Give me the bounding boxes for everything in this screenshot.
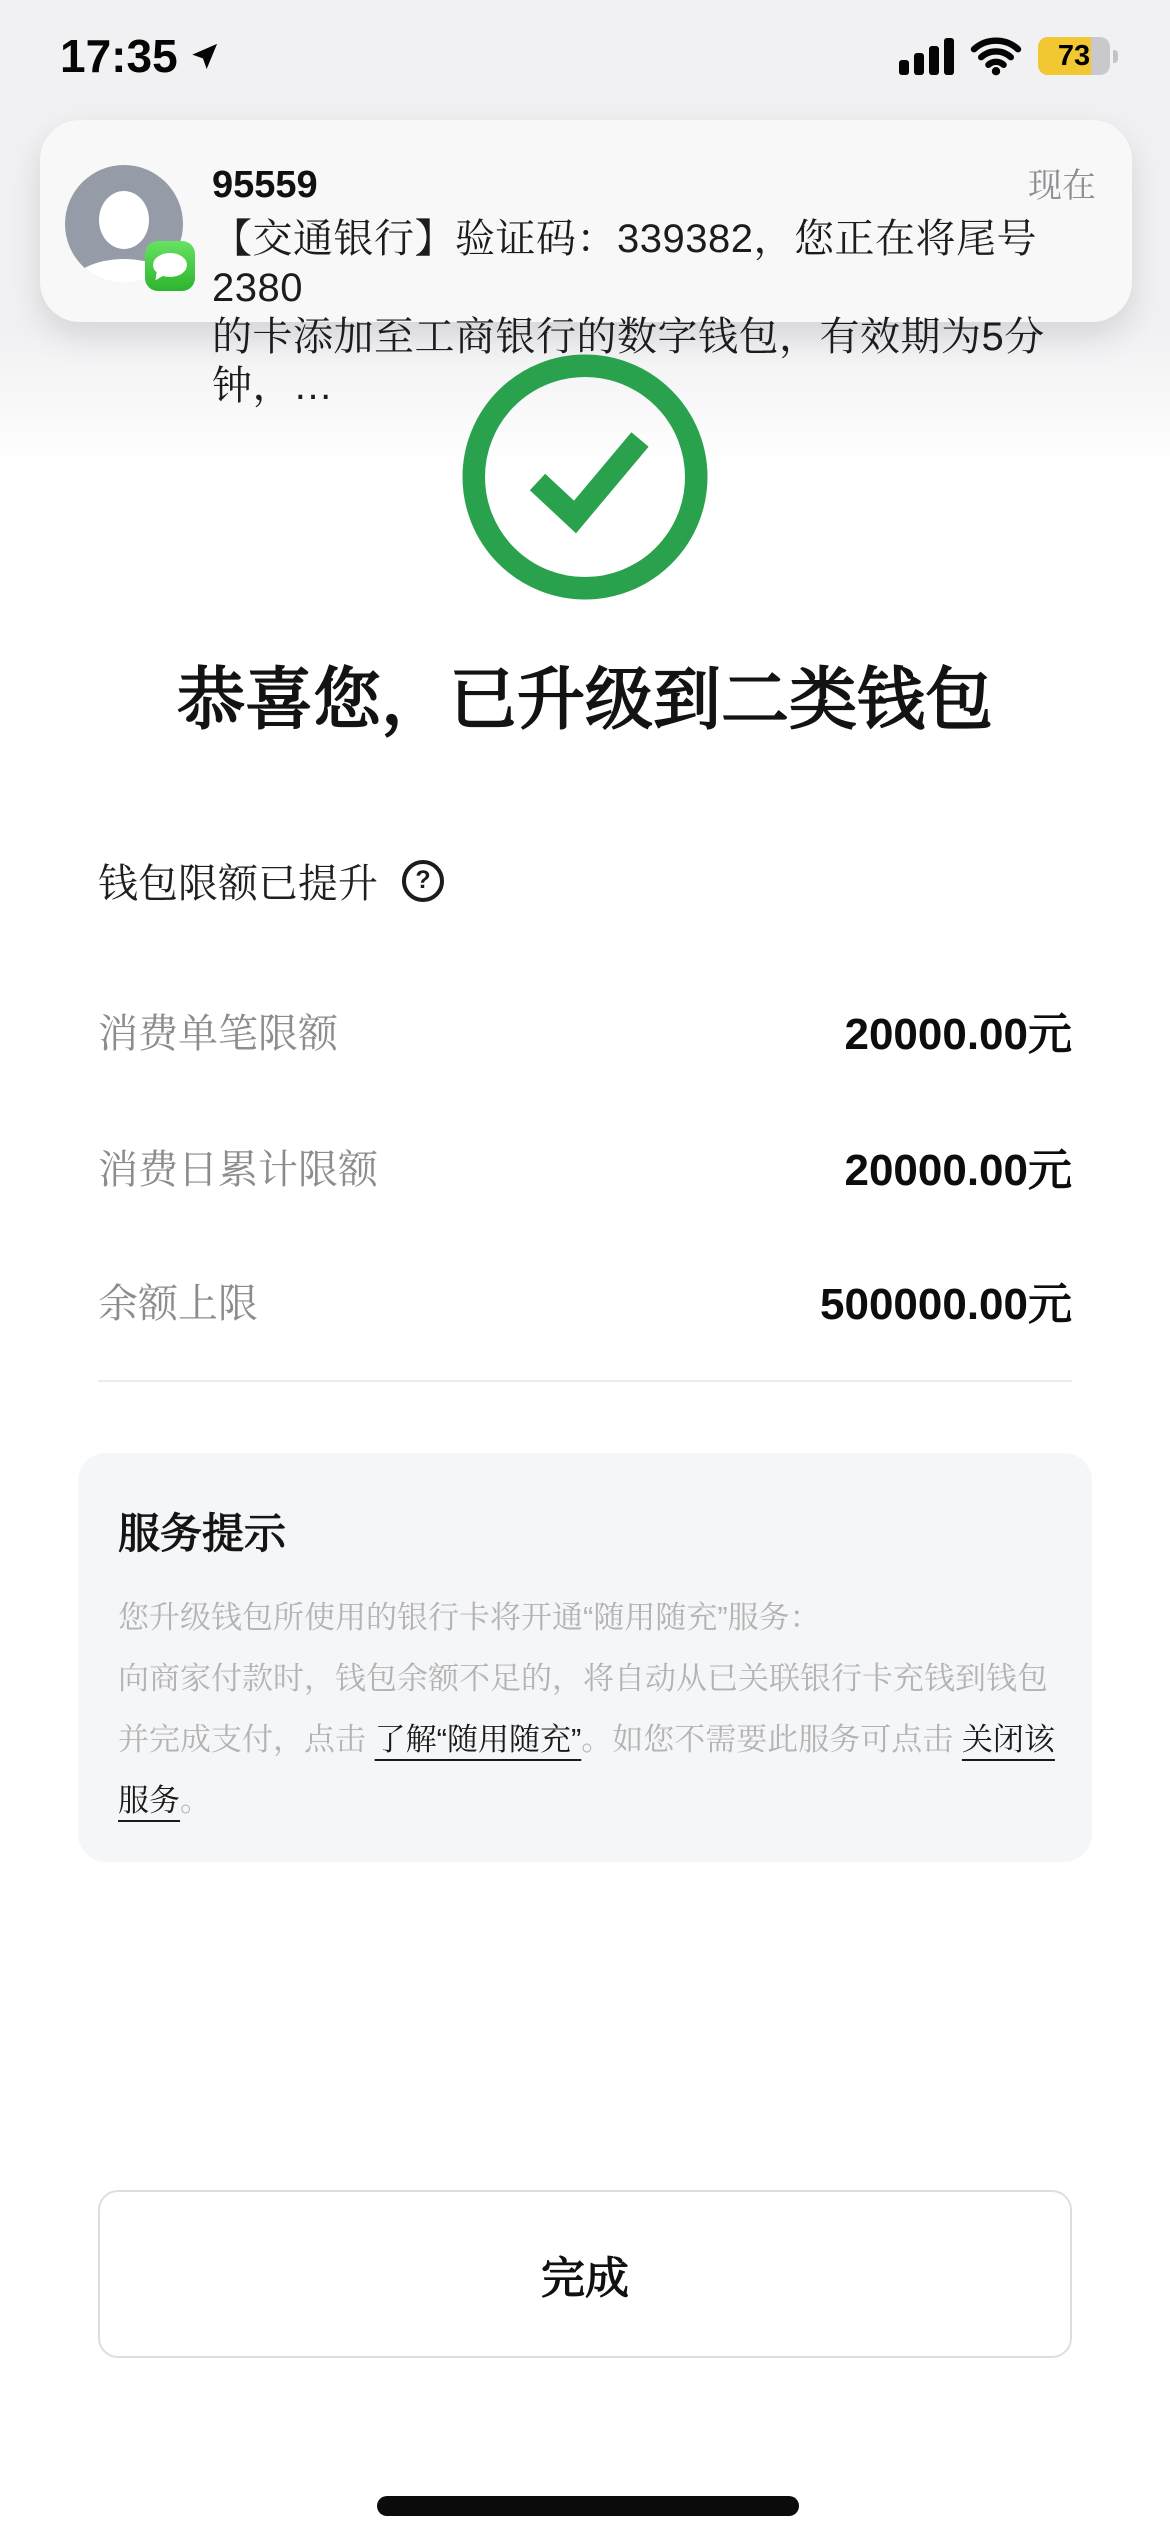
wifi-icon — [970, 36, 1022, 76]
messages-app-icon — [145, 241, 195, 291]
notice-text: 。如您不需要此服务可点击 — [581, 1722, 962, 1757]
home-indicator[interactable] — [377, 2496, 799, 2516]
notification-sender: 95559 — [212, 164, 318, 206]
limit-row-daily-total — [98, 1134, 1072, 1198]
page-title: 恭喜您，已升级到二类钱包 — [176, 662, 993, 738]
avatar — [65, 165, 183, 283]
battery-indicator — [1038, 37, 1118, 75]
status-bar-right — [899, 36, 1118, 76]
notice-text: 向商家付款时，钱包余额不足的，将自动从已关联银行卡充钱到钱包并完成支付，点击 — [118, 1661, 1048, 1757]
divider — [98, 1380, 1072, 1382]
status-bar — [0, 24, 1170, 88]
success-check-icon — [460, 352, 710, 602]
notification-message-line1: 【交通银行】验证码：339382，您正在将尾号2380 — [212, 217, 1037, 310]
limit-value: 20000.00元 — [844, 1146, 1072, 1195]
limit-value: 20000.00元 — [844, 1010, 1072, 1059]
clock: 17:35 — [60, 30, 178, 82]
learn-autotopup-link[interactable]: 了解“随用随充” — [374, 1722, 582, 1757]
battery-body — [1038, 37, 1110, 75]
help-icon[interactable]: ? — [402, 860, 444, 902]
limits-section-header — [98, 852, 444, 909]
limit-label: 消费单笔限额 — [98, 1011, 338, 1056]
battery-cap — [1113, 50, 1118, 63]
notification-banner[interactable] — [40, 120, 1132, 408]
cellular-signal-icon — [899, 37, 954, 75]
limit-row-single-payment — [98, 998, 1072, 1062]
limit-label: 消费日累计限额 — [98, 1147, 378, 1192]
notice-text: 。 — [180, 1783, 211, 1818]
status-bar-left — [60, 29, 220, 83]
limit-value: 500000.00元 — [820, 1280, 1072, 1329]
notification-message-line2: 的卡添加至工商银行的数字钱包，有效期为5分钟，… — [212, 315, 1045, 408]
notification-timestamp: 现在 — [1028, 167, 1096, 205]
notice-text: 您升级钱包所使用的银行卡将开通“随用随充”服务： — [118, 1600, 821, 1635]
close-service-link[interactable]: 关闭该服务 — [118, 1722, 1055, 1818]
service-notice-title: 服务提示 — [118, 1510, 287, 1557]
limits-section-title: 钱包限额已提升 — [98, 862, 378, 906]
done-button[interactable]: 完成 — [98, 2190, 1072, 2358]
battery-percent: 73 — [1057, 39, 1091, 72]
chat-bubble-icon — [153, 253, 187, 279]
service-notice-card — [78, 1453, 1092, 1862]
service-notice-body — [118, 1587, 1058, 1831]
location-arrow-icon — [188, 41, 220, 73]
limit-row-balance-cap — [98, 1268, 1072, 1332]
limit-label: 余额上限 — [98, 1281, 258, 1326]
